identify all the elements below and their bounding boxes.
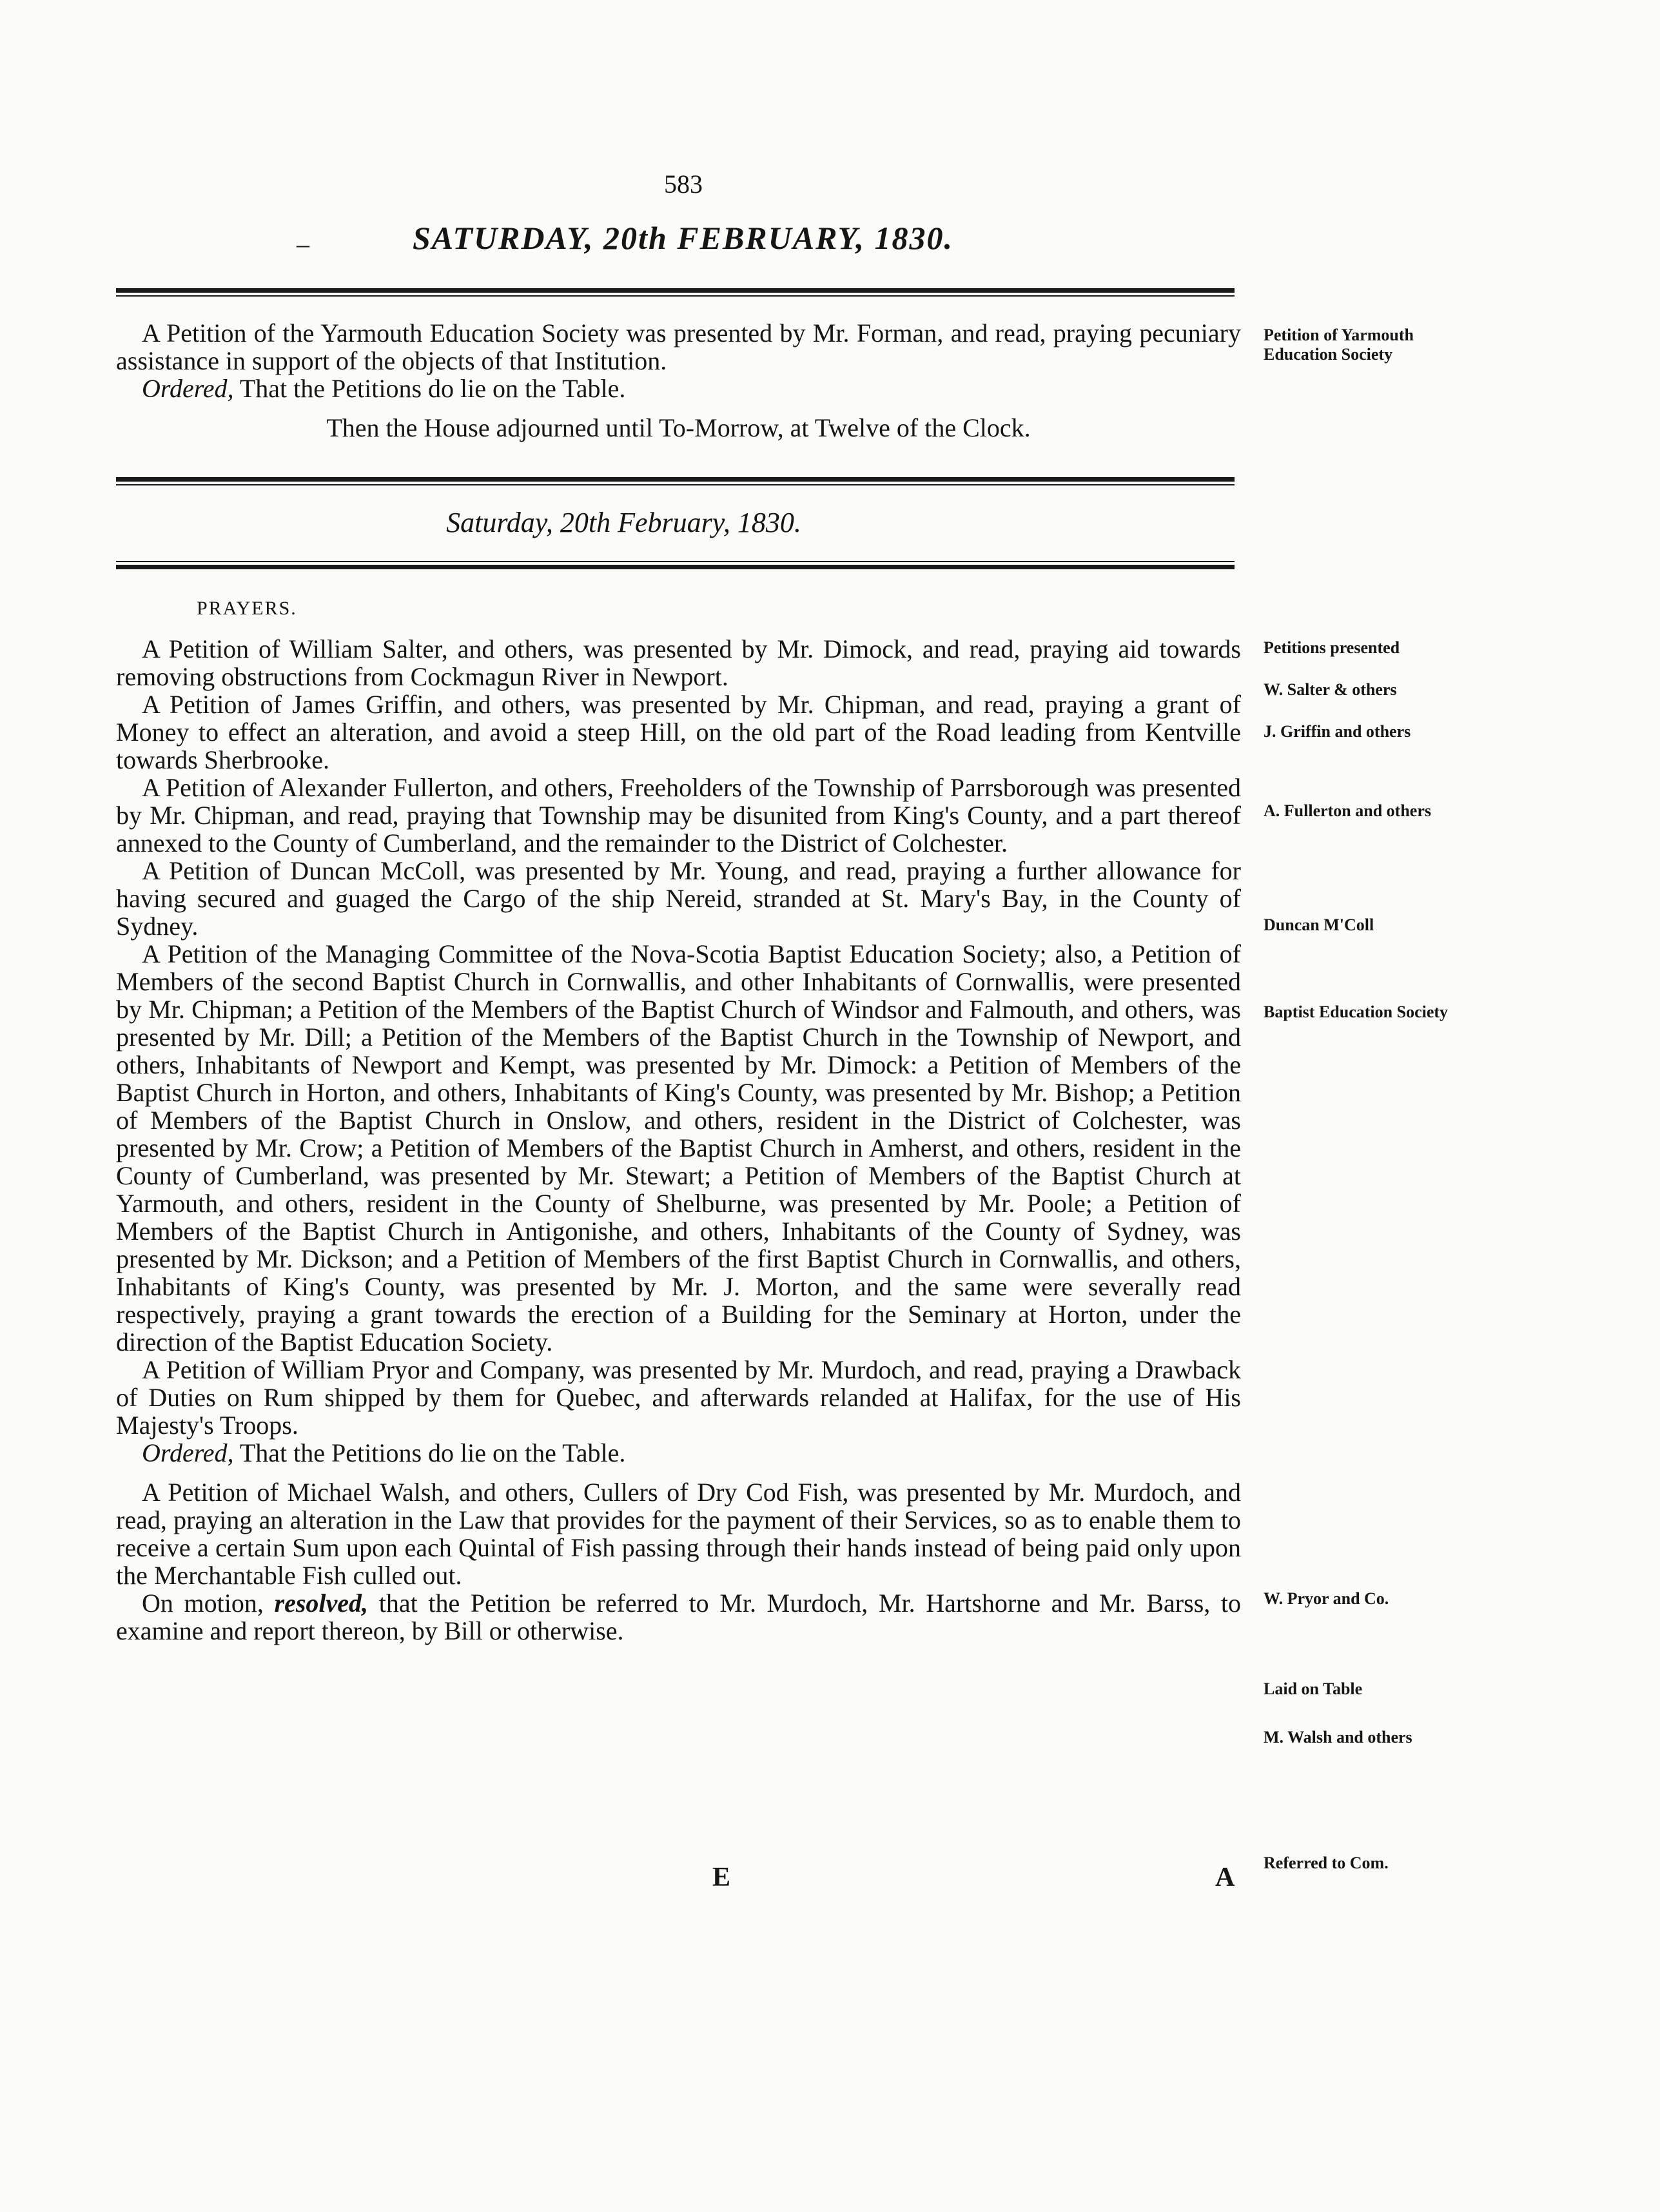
margin-note-mccoll: Duncan M'Coll: [1264, 915, 1374, 934]
motion-text: that the Petition be referred to Mr. Murdoch, Mr. Hartshorne and Mr. Barss, to examine and report thereon, by Bill or otherwise.: [116, 1589, 1242, 1645]
ordered-text-2: That the Petitions do lie on the Table.: [239, 1438, 626, 1467]
prayers-heading: PRAYERS.: [197, 598, 297, 619]
margin-note-petitions-presented: Petitions presented: [1264, 638, 1400, 657]
margin-note-griffin: J. Griffin and others: [1264, 722, 1411, 741]
margin-note-salter: W. Salter & others: [1264, 680, 1397, 699]
middle-rule: [116, 477, 1235, 485]
salter-petition: A Petition of William Salter, and others, was presented by Mr. Dimock, and read, praying aid towards removing obstructions from Cockmagun River in Newport.: [116, 634, 1241, 691]
yarmouth-petition-paragraph: A Petition of the Yarmouth Education Society was presented by Mr. Forman, and read, praying pecuniary assistance in support of the objects of that Institution.: [116, 318, 1241, 375]
griffin-petition: A Petition of James Griffin, and others, was presented by Mr. Chipman, and read, praying a grant of Money to effect an alteration, and avoid a steep Hill, on the old part of the Road leading from Kentville towards Sherbrooke.: [116, 690, 1241, 774]
motion-resolved: resolved,: [274, 1589, 369, 1618]
mccoll-petition: A Petition of Duncan McColl, was presented by Mr. Young, and read, praying a further allowance for having secured and guaged the Cargo of the ship Nereid, stranded at St. Mary's Bay, in the County of Sydney.: [116, 856, 1241, 941]
section-yarmouth: [116, 319, 1241, 442]
margin-note-pryor: W. Pryor and Co.: [1264, 1589, 1389, 1608]
margin-note-fullerton: A. Fullerton and others: [1264, 801, 1431, 820]
baptist-petition: A Petition of the Managing Committee of the Nova-Scotia Baptist Education Society; also, a Petition of Members of the second Baptist Church in Cornwallis, and other Inhabitants of Cornwallis, were presented by Mr. Chipman; a Petition of the Members of the Baptist Church of Windsor and Falmouth, and others, was presented by Mr. Dill; a Petition of the Members of the Baptist Church in the Township of Newport, and others, Inhabitants of Newport and Kempt, was presented by Mr. Dimock: a Petition of Members of the Baptist Church in Horton, and others, Inhabitants of King's County, was presented by Mr. Bishop; a Petition of Members of the Baptist Church in Onslow, and others, resident in the District of Colchester, was presented by Mr. Crow; a Petition of Members of the Baptist Church in Amherst, and others, resident in the County of Cumberland, was presented by Mr. Stewart; a Petition of Members of the Baptist Church at Yarmouth, and others, resident in the County of Shelburne, was presented by Mr. Poole; a Petition of Members of the Baptist Church in Antigonishe, and others, Inhabitants of the County of Sydney, was presented by Mr. Dickson; and a Petition of Members of the first Baptist Church in Cornwallis, and others, Inhabitants of King's County, was presented by Mr. J. Morton, and the same were severally read respectively, praying a grant towards the erection of a Building for the Seminary at Horton, under the direction of the Baptist Education Society.: [116, 939, 1241, 1356]
signature-mark-e: E: [712, 1863, 731, 1892]
lower-rule: [116, 561, 1235, 569]
page-number: 583: [664, 170, 703, 199]
section-petitions: [116, 635, 1241, 1645]
fullerton-petition: A Petition of Alexander Fullerton, and others, Freeholders of the Township of Parrsborough was presented by Mr. Chipman, and read, praying that Township may be disunited from King's County, and a part thereof annexed to the County of Cumberland, and the remainder to the District of Colchester.: [116, 773, 1241, 857]
margin-note-baptist: Baptist Education Society: [1264, 1003, 1449, 1021]
ordered-text-1: That the Petitions do lie on the Table.: [239, 374, 626, 403]
motion-prefix: On motion,: [142, 1589, 264, 1618]
signature-mark-a: A: [1215, 1863, 1235, 1892]
top-rule: [116, 288, 1235, 297]
motion-paragraph: [116, 1589, 1241, 1645]
ordered-label-1: Ordered,: [142, 374, 234, 403]
walsh-petition: A Petition of Michael Walsh, and others, Cullers of Dry Cod Fish, was presented by Mr. Murdoch, and read, praying an alteration in the Law that provides for the payment of their Services, so as to enable them to receive a certain Sum upon each Quintal of Fish passing through their hands instead of being paid only upon the Merchantable Fish culled out.: [116, 1478, 1241, 1590]
header-dash: –: [297, 230, 309, 259]
margin-note-referred: Referred to Com.: [1264, 1854, 1389, 1872]
ordered-paragraph-2: [116, 1439, 1241, 1467]
ordered-label-2: Ordered,: [142, 1438, 234, 1467]
ordered-paragraph-1: [116, 375, 1241, 402]
adjourn-line: Then the House adjourned until To-Morrow, at Twelve of the Clock.: [326, 413, 1031, 442]
margin-note-walsh: M. Walsh and others: [1264, 1728, 1412, 1747]
sitting-date: Saturday, 20th February, 1830.: [446, 507, 801, 538]
page-title: SATURDAY, 20th FEBRUARY, 1830.: [413, 220, 954, 256]
margin-note-yarmouth: Petition of Yarmouth Education Society: [1264, 326, 1414, 364]
pryor-petition: A Petition of William Pryor and Company, was presented by Mr. Murdoch, and read, praying a Drawback of Duties on Rum shipped by them for Quebec, and afterwards relanded at Halifax, for the use of His Majesty's Troops.: [116, 1355, 1241, 1440]
margin-note-laid: Laid on Table: [1264, 1679, 1363, 1698]
